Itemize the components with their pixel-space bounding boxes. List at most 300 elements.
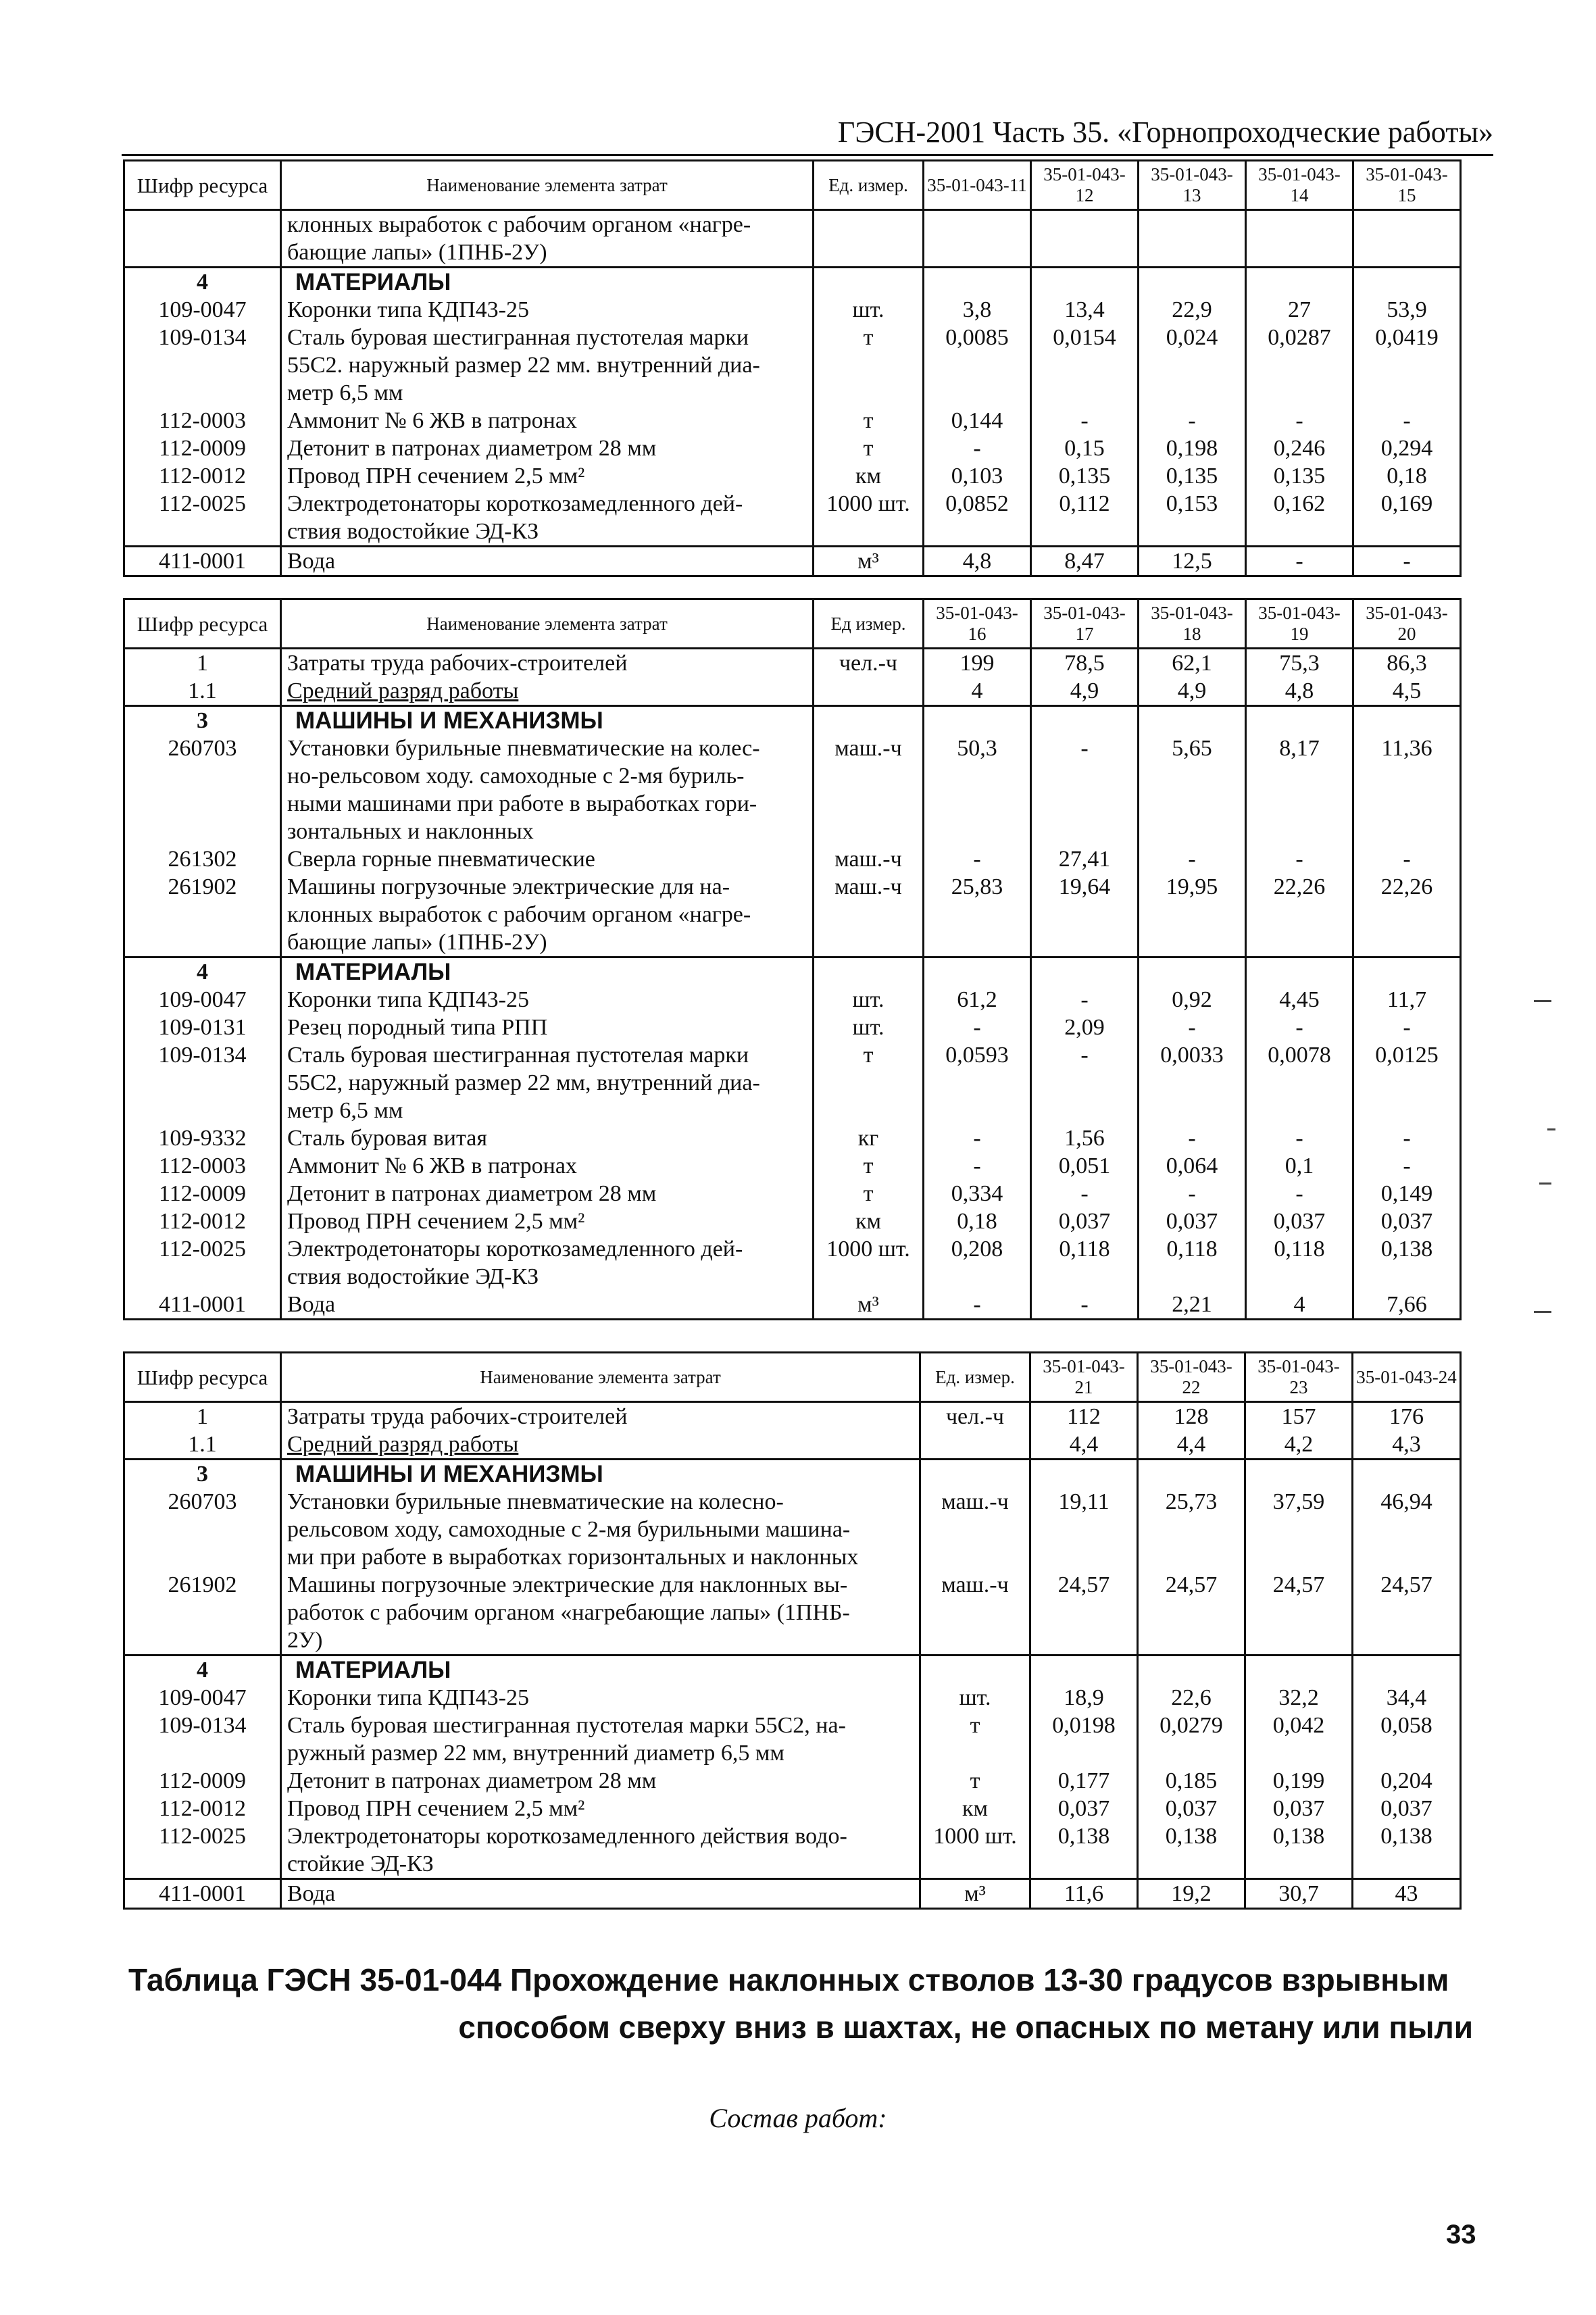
norm-value: 0,0033 — [1139, 1041, 1246, 1069]
norm-value: 19,64 — [1031, 873, 1139, 901]
resource-name: 2У) — [281, 1626, 920, 1656]
norm-value: 0,037 — [1246, 1208, 1353, 1235]
norm-value: 0,169 — [1353, 490, 1461, 518]
norm-value — [1353, 790, 1461, 818]
norm-value — [1246, 239, 1353, 268]
table-row — [124, 268, 1461, 297]
unit — [920, 1543, 1030, 1571]
norm-value: 0,037 — [1031, 1208, 1139, 1235]
resource-name: Установки бурильные пневматические на колесно- — [281, 1488, 920, 1516]
norm-value — [1246, 762, 1353, 790]
norm-value: 19,11 — [1030, 1488, 1138, 1516]
norm-value — [1246, 928, 1353, 957]
unit: км — [920, 1795, 1030, 1822]
norm-value: 0,0419 — [1353, 324, 1461, 351]
table-row — [124, 462, 1461, 490]
norm-value: 24,57 — [1353, 1571, 1461, 1599]
resource-name: бающие лапы» (1ПНБ-2У) — [281, 239, 814, 268]
norm-value: 4,4 — [1138, 1430, 1245, 1460]
norm-value: - — [1353, 1124, 1461, 1152]
table-row — [124, 1402, 1461, 1431]
norm-value — [1030, 1656, 1138, 1685]
norm-value: 8,47 — [1031, 547, 1139, 576]
resource-code — [124, 928, 281, 957]
norm-value: 0,037 — [1030, 1795, 1138, 1822]
resource-code: 1.1 — [124, 677, 281, 706]
norm-value: 0,208 — [924, 1235, 1031, 1263]
unit — [920, 1430, 1030, 1460]
norm-value: 78,5 — [1031, 649, 1139, 678]
norm-value: 0,138 — [1030, 1822, 1138, 1850]
unit — [814, 379, 924, 407]
norm-value: - — [1031, 986, 1139, 1014]
norm-value: 5,65 — [1139, 735, 1246, 762]
norm-value: 50,3 — [924, 735, 1031, 762]
norm-value: 25,83 — [924, 873, 1031, 901]
table-row — [124, 818, 1461, 845]
running-header: ГЭСН-2001 Часть 35. «Горнопроходческие работы» — [122, 114, 1493, 156]
table-row — [124, 706, 1461, 735]
resource-name: ми при работе в выработках горизонтальных и наклонных — [281, 1543, 920, 1571]
norm-value: 0,0125 — [1353, 1041, 1461, 1069]
resource-code: 112-0009 — [124, 1180, 281, 1208]
unit — [814, 210, 924, 239]
unit: чел.-ч — [920, 1402, 1030, 1431]
norm-value — [1031, 239, 1139, 268]
resource-name: но-рельсовом ходу. самоходные с 2-мя буриль- — [281, 762, 814, 790]
resource-name: Сталь буровая шестигранная пустотелая марки — [281, 1041, 814, 1069]
table-row — [124, 762, 1461, 790]
norm-value — [1246, 351, 1353, 379]
norm-value: 19,2 — [1138, 1879, 1245, 1909]
table-row — [124, 1712, 1461, 1739]
unit: шт. — [814, 296, 924, 324]
norm-value: 30,7 — [1245, 1879, 1353, 1909]
table-row — [124, 1599, 1461, 1626]
norm-value — [1245, 1460, 1353, 1489]
resource-code: 109-0134 — [124, 1041, 281, 1069]
norm-value — [1353, 901, 1461, 928]
table-row — [124, 379, 1461, 407]
norm-value: 0,162 — [1246, 490, 1353, 518]
norm-value — [1031, 210, 1139, 239]
section-heading: МАТЕРИАЛЫ — [281, 268, 814, 297]
unit: т — [920, 1712, 1030, 1739]
norm-value — [1138, 1850, 1245, 1879]
norm-value: 128 — [1138, 1402, 1245, 1431]
norm-value — [1353, 379, 1461, 407]
norm-value — [1246, 1097, 1353, 1124]
norm-value — [1031, 1263, 1139, 1291]
norm-value — [1138, 1656, 1245, 1685]
norm-value — [1246, 790, 1353, 818]
header-name: Наименование элемента затрат — [281, 161, 814, 210]
norm-value: 0,18 — [1353, 462, 1461, 490]
norm-value: - — [1353, 547, 1461, 576]
norm-value: 0,92 — [1139, 986, 1246, 1014]
unit — [814, 518, 924, 547]
resource-code: 4 — [124, 957, 281, 987]
norm-value: 34,4 — [1353, 1684, 1461, 1712]
norm-value: 43 — [1353, 1879, 1461, 1909]
table-row — [124, 1430, 1461, 1460]
resource-table-3 — [123, 1351, 1462, 1910]
norm-value: 4,45 — [1246, 986, 1353, 1014]
resource-code: 109-0131 — [124, 1014, 281, 1041]
header-col-1: 35-01-043-11 — [924, 161, 1031, 210]
resource-name: Электродетонаторы короткозамедленного дей- — [281, 490, 814, 518]
norm-value: 27,41 — [1031, 845, 1139, 873]
norm-value — [1353, 928, 1461, 957]
section-heading: МАТЕРИАЛЫ — [281, 957, 814, 987]
norm-value — [1139, 268, 1246, 297]
unit: м³ — [814, 547, 924, 576]
norm-value — [1139, 518, 1246, 547]
norm-value: 0,138 — [1353, 1235, 1461, 1263]
resource-name: работок с рабочим органом «нагребающие лапы» (1ПНБ- — [281, 1599, 920, 1626]
norm-value: 0,112 — [1031, 490, 1139, 518]
norm-value: - — [1353, 845, 1461, 873]
header-col-3: 35-01-043-18 — [1139, 599, 1246, 649]
unit: шт. — [920, 1684, 1030, 1712]
norm-value — [1245, 1543, 1353, 1571]
resource-name: ствия водостойкие ЭД-КЗ — [281, 518, 814, 547]
work-composition-label: Состав работ: — [709, 2103, 887, 2133]
resource-name: ствия водостойкие ЭД-КЗ — [281, 1263, 814, 1291]
norm-value — [1138, 1626, 1245, 1656]
unit: шт. — [814, 986, 924, 1014]
norm-value: - — [1139, 845, 1246, 873]
resource-code — [124, 1097, 281, 1124]
norm-value: - — [1031, 735, 1139, 762]
norm-value: - — [1139, 1124, 1246, 1152]
resource-code: 1.1 — [124, 1430, 281, 1460]
table-row — [124, 1180, 1461, 1208]
table-row — [124, 324, 1461, 351]
norm-value: 2,09 — [1031, 1014, 1139, 1041]
norm-value: 0,18 — [924, 1208, 1031, 1235]
unit: км — [814, 462, 924, 490]
table-row — [124, 928, 1461, 957]
norm-value: 0,037 — [1139, 1208, 1246, 1235]
resource-code — [124, 1626, 281, 1656]
resource-code: 261902 — [124, 1571, 281, 1599]
header-col-1: 35-01-043-21 — [1030, 1353, 1138, 1402]
table-row — [124, 1516, 1461, 1543]
norm-value: 0,051 — [1031, 1152, 1139, 1180]
norm-value — [1353, 1739, 1461, 1767]
resource-name: Сталь буровая шестигранная пустотелая марки — [281, 324, 814, 351]
norm-value — [1138, 1599, 1245, 1626]
norm-value: 86,3 — [1353, 649, 1461, 678]
resource-name: клонных выработок с рабочим органом «нагре- — [281, 210, 814, 239]
norm-value — [1246, 268, 1353, 297]
table-title — [128, 1956, 1473, 2051]
table-row — [124, 1739, 1461, 1767]
norm-value — [1138, 1543, 1245, 1571]
header-code: Шифр ресурса — [124, 1353, 281, 1402]
resource-name: Провод ПРН сечением 2,5 мм² — [281, 462, 814, 490]
resource-code: 109-9332 — [124, 1124, 281, 1152]
unit: м³ — [814, 1291, 924, 1320]
resource-name: Сталь буровая шестигранная пустотелая марки 55С2, на- — [281, 1712, 920, 1739]
resource-name: Машины погрузочные электрические для на- — [281, 873, 814, 901]
table-row — [124, 1850, 1461, 1879]
header-col-2: 35-01-043-17 — [1031, 599, 1139, 649]
unit: маш.-ч — [814, 845, 924, 873]
norm-value: - — [924, 434, 1031, 462]
resource-name: Детонит в патронах диаметром 28 мм — [281, 1767, 920, 1795]
norm-value — [1030, 1543, 1138, 1571]
header-col-3: 35-01-043-23 — [1245, 1353, 1353, 1402]
norm-value — [1245, 1626, 1353, 1656]
norm-value — [1246, 957, 1353, 987]
resource-name: метр 6,5 мм — [281, 1097, 814, 1124]
resource-code: 411-0001 — [124, 547, 281, 576]
resource-code — [124, 1516, 281, 1543]
norm-value — [924, 762, 1031, 790]
resource-name: Аммонит № 6 ЖВ в патронах — [281, 1152, 814, 1180]
resource-name: Средний разряд работы — [281, 677, 814, 706]
norm-value — [1138, 1739, 1245, 1767]
resource-code: 112-0003 — [124, 407, 281, 434]
norm-value — [1139, 210, 1246, 239]
header-col-1: 35-01-043-16 — [924, 599, 1031, 649]
resource-name: ружный размер 22 мм, внутренний диаметр 6,5 мм — [281, 1739, 920, 1767]
norm-value: 11,36 — [1353, 735, 1461, 762]
resource-code: 4 — [124, 268, 281, 297]
table-row — [124, 1097, 1461, 1124]
norm-value: 0,138 — [1138, 1822, 1245, 1850]
resource-code — [124, 1263, 281, 1291]
norm-value — [1353, 1599, 1461, 1626]
norm-value: 0,0154 — [1031, 324, 1139, 351]
unit — [814, 351, 924, 379]
resource-code — [124, 901, 281, 928]
resource-name: ными машинами при работе в выработках гори- — [281, 790, 814, 818]
norm-value: 199 — [924, 649, 1031, 678]
norm-value — [1138, 1516, 1245, 1543]
resource-code: 411-0001 — [124, 1291, 281, 1320]
norm-value: 24,57 — [1138, 1571, 1245, 1599]
resource-code — [124, 1599, 281, 1626]
norm-value: 4,9 — [1031, 677, 1139, 706]
unit — [920, 1460, 1030, 1489]
norm-value: 62,1 — [1139, 649, 1246, 678]
table-row — [124, 1879, 1461, 1909]
table-row — [124, 1152, 1461, 1180]
unit — [920, 1516, 1030, 1543]
norm-value — [1353, 706, 1461, 735]
unit: т — [814, 1152, 924, 1180]
norm-value — [1353, 1097, 1461, 1124]
norm-value: 0,0287 — [1246, 324, 1353, 351]
resource-code: 261902 — [124, 873, 281, 901]
resource-code: 109-0047 — [124, 986, 281, 1014]
norm-value: 7,66 — [1353, 1291, 1461, 1320]
norm-value — [924, 790, 1031, 818]
norm-value: 0,1 — [1246, 1152, 1353, 1180]
norm-value: - — [924, 1124, 1031, 1152]
unit — [920, 1850, 1030, 1879]
resource-code: 3 — [124, 706, 281, 735]
norm-value: - — [924, 1152, 1031, 1180]
table-row — [124, 547, 1461, 576]
header-col-5: 35-01-043-20 — [1353, 599, 1461, 649]
resource-name: Детонит в патронах диаметром 28 мм — [281, 434, 814, 462]
resource-name: рельсовом ходу, самоходные с 2-мя бурильными машина- — [281, 1516, 920, 1543]
table-row — [124, 407, 1461, 434]
header-col-4: 35-01-043-24 — [1353, 1353, 1461, 1402]
norm-value — [1030, 1850, 1138, 1879]
norm-value — [1353, 1543, 1461, 1571]
resource-name: Вода — [281, 547, 814, 576]
table-row — [124, 296, 1461, 324]
norm-value: 0,204 — [1353, 1767, 1461, 1795]
norm-value: 0,058 — [1353, 1712, 1461, 1739]
table-row — [124, 649, 1461, 678]
scan-speck — [1534, 1000, 1551, 1002]
norm-value — [1245, 1739, 1353, 1767]
resource-name: Электродетонаторы короткозамедленного дей- — [281, 1235, 814, 1263]
norm-value — [924, 957, 1031, 987]
header-col-5: 35-01-043-15 — [1353, 161, 1461, 210]
norm-value — [1353, 762, 1461, 790]
section-heading: МАТЕРИАЛЫ — [281, 1656, 920, 1685]
norm-value: - — [1139, 407, 1246, 434]
unit: 1000 шт. — [920, 1822, 1030, 1850]
unit: маш.-ч — [920, 1488, 1030, 1516]
table-row — [124, 790, 1461, 818]
header-col-4: 35-01-043-14 — [1246, 161, 1353, 210]
norm-value: 24,57 — [1030, 1571, 1138, 1599]
norm-value: 4 — [924, 677, 1031, 706]
resource-name: Вода — [281, 1291, 814, 1320]
norm-value — [1353, 1656, 1461, 1685]
norm-value: 13,4 — [1031, 296, 1139, 324]
norm-value — [1353, 1850, 1461, 1879]
norm-value: 2,21 — [1139, 1291, 1246, 1320]
norm-value: 176 — [1353, 1402, 1461, 1431]
resource-name: Машины погрузочные электрические для наклонных вы- — [281, 1571, 920, 1599]
resource-code: 3 — [124, 1460, 281, 1489]
norm-value: - — [1139, 1014, 1246, 1041]
unit: шт. — [814, 1014, 924, 1041]
unit — [814, 790, 924, 818]
header-code: Шифр ресурса — [124, 599, 281, 649]
unit: 1000 шт. — [814, 490, 924, 518]
norm-value — [1353, 351, 1461, 379]
table-row — [124, 1208, 1461, 1235]
norm-value — [1139, 957, 1246, 987]
header-name: Наименование элемента затрат — [281, 599, 814, 649]
norm-value: 0,246 — [1246, 434, 1353, 462]
norm-value — [924, 351, 1031, 379]
resource-code: 112-0012 — [124, 1208, 281, 1235]
resource-code: 112-0012 — [124, 462, 281, 490]
table-row — [124, 1767, 1461, 1795]
norm-value: - — [1246, 407, 1353, 434]
resource-code: 411-0001 — [124, 1879, 281, 1909]
norm-value: 0,118 — [1139, 1235, 1246, 1263]
norm-value: 18,9 — [1030, 1684, 1138, 1712]
resource-name: Электродетонаторы короткозамедленного действия водо- — [281, 1822, 920, 1850]
norm-value: 0,118 — [1246, 1235, 1353, 1263]
norm-value: 0,0852 — [924, 490, 1031, 518]
norm-value: 0,153 — [1139, 490, 1246, 518]
norm-value: 0,294 — [1353, 434, 1461, 462]
norm-value: 25,73 — [1138, 1488, 1245, 1516]
unit — [814, 1069, 924, 1097]
resource-name: Коронки типа КДП43-25 — [281, 1684, 920, 1712]
norm-value — [1139, 379, 1246, 407]
norm-value: 0,0279 — [1138, 1712, 1245, 1739]
norm-value: 0,0198 — [1030, 1712, 1138, 1739]
table-row — [124, 1543, 1461, 1571]
scan-speck — [1534, 1311, 1551, 1313]
norm-value — [1139, 928, 1246, 957]
unit — [814, 762, 924, 790]
table-row — [124, 1235, 1461, 1263]
table-row — [124, 1822, 1461, 1850]
resource-code — [124, 790, 281, 818]
resource-code: 4 — [124, 1656, 281, 1685]
norm-value — [1353, 518, 1461, 547]
norm-value — [1246, 818, 1353, 845]
resource-name: клонных выработок с рабочим органом «нагре- — [281, 901, 814, 928]
norm-value — [1031, 706, 1139, 735]
unit — [814, 239, 924, 268]
norm-value — [924, 268, 1031, 297]
table-row — [124, 1069, 1461, 1097]
norm-value — [1031, 1069, 1139, 1097]
resource-code — [124, 1850, 281, 1879]
table-row — [124, 1795, 1461, 1822]
norm-value — [1139, 762, 1246, 790]
resource-name: Аммонит № 6 ЖВ в патронах — [281, 407, 814, 434]
table-row — [124, 735, 1461, 762]
unit: т — [814, 407, 924, 434]
resource-name: Сталь буровая витая — [281, 1124, 814, 1152]
resource-name: метр 6,5 мм — [281, 379, 814, 407]
table-row — [124, 490, 1461, 518]
norm-value — [1139, 239, 1246, 268]
resource-code — [124, 379, 281, 407]
resource-code: 112-0009 — [124, 1767, 281, 1795]
unit — [920, 1656, 1030, 1685]
norm-value — [1031, 268, 1139, 297]
norm-value: 11,6 — [1030, 1879, 1138, 1909]
resource-name: 55С2. наружный размер 22 мм. внутренний диа- — [281, 351, 814, 379]
resource-name: Средний разряд работы — [281, 1430, 920, 1460]
header-col-2: 35-01-043-12 — [1031, 161, 1139, 210]
norm-value — [924, 928, 1031, 957]
norm-value: 0,138 — [1353, 1822, 1461, 1850]
norm-value: 0,042 — [1245, 1712, 1353, 1739]
norm-value — [1139, 706, 1246, 735]
norm-value: 3,8 — [924, 296, 1031, 324]
norm-value — [1353, 957, 1461, 987]
table-row — [124, 1460, 1461, 1489]
resource-name: Провод ПРН сечением 2,5 мм² — [281, 1208, 814, 1235]
resource-code: 112-0012 — [124, 1795, 281, 1822]
resource-code — [124, 762, 281, 790]
norm-value: 27 — [1246, 296, 1353, 324]
resource-code: 109-0047 — [124, 1684, 281, 1712]
norm-value: - — [1031, 1041, 1139, 1069]
unit: маш.-ч — [920, 1571, 1030, 1599]
resource-name: Провод ПРН сечением 2,5 мм² — [281, 1795, 920, 1822]
